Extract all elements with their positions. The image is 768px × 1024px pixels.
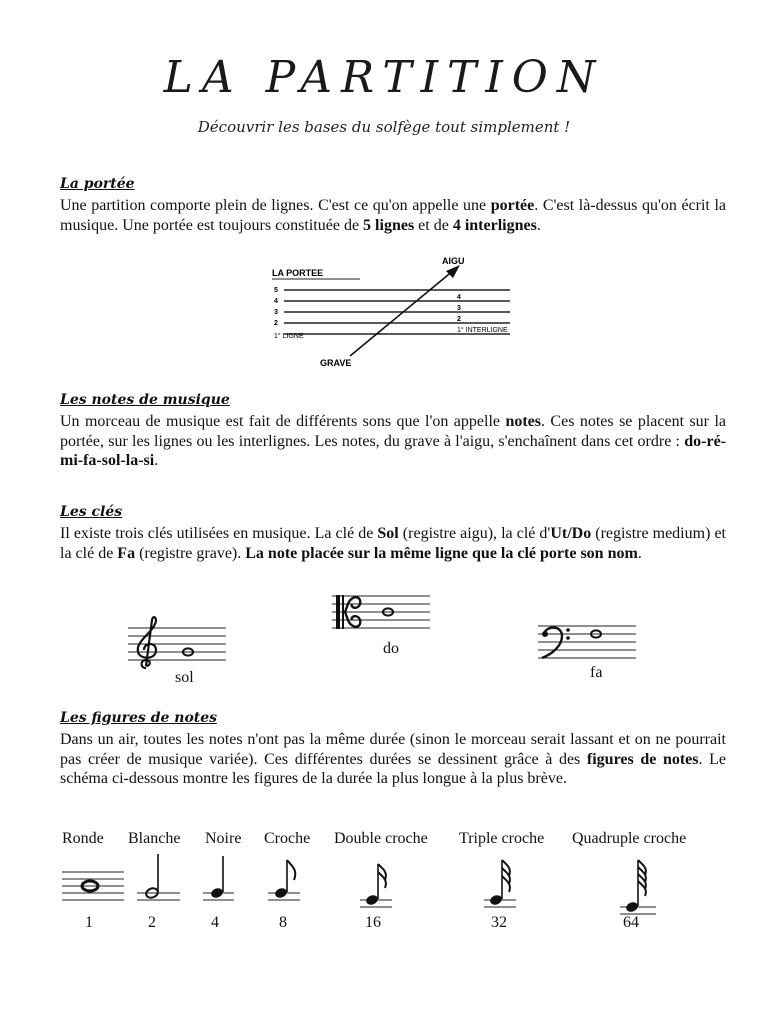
- clef-label-sol: sol: [175, 669, 194, 686]
- heading-figures: Les figures de notes: [60, 710, 218, 726]
- quarter-note-icon: [210, 856, 224, 899]
- half-note-icon: [145, 854, 159, 899]
- diagram-title: LA PORTEE: [272, 268, 324, 278]
- staff-diagram: [262, 252, 512, 374]
- treble-clef-figure: [126, 614, 230, 670]
- paragraph-cles: Il existe trois clés utilisées en musique. La clé de Sol (registre aigu), la clé d'Ut/Do (registre medium) et la clé de Fa (registre grave). La note placée sur la même ligne que la clé porte son nom.: [60, 525, 727, 562]
- label-aigu: AIGU: [442, 256, 465, 266]
- alto-clef-figure: [330, 590, 434, 638]
- duration-name-noire: Noire: [205, 830, 242, 847]
- duration-name-blanche: Blanche: [128, 830, 181, 847]
- duration-value-noire: 4: [211, 914, 219, 931]
- clef-label-do: do: [383, 640, 399, 657]
- note-durations-figure: [0, 850, 768, 916]
- duration-value-double-croche: 16: [365, 914, 381, 931]
- clef-label-fa: fa: [590, 664, 603, 681]
- duration-value-triple-croche: 32: [491, 914, 507, 931]
- page-title: LA PARTITION: [163, 52, 605, 103]
- line-number-4: 4: [274, 298, 278, 305]
- label-grave: GRAVE: [320, 358, 352, 368]
- heading-cles: Les clés: [60, 504, 123, 520]
- paragraph-portee: Une partition comporte plein de lignes. C'est ce qu'on appelle une portée. C'est là-dessus qu'on écrit la musique. Une portée est toujours constituée de 5 lignes et de 4 interlignes.: [60, 197, 726, 234]
- space-number-4: 4: [457, 294, 461, 301]
- section-figures: [60, 710, 726, 789]
- section-portee: [60, 176, 726, 235]
- thirty-second-note-icon: [489, 860, 510, 906]
- duration-name-triple-croche: Triple croche: [459, 830, 545, 847]
- duration-value-ronde: 1: [85, 914, 93, 931]
- section-cles: [60, 504, 726, 563]
- paragraph-figures: Dans un air, toutes les notes n'ont pas la même durée (sinon le morceau serait lassant et on ne pourrait pas créer de musique variée). Ces différentes durées se dessinent grâce à des figures de notes. Le schéma ci-dessous montre les figures de la durée la plus longue à la plus brève.: [60, 731, 726, 787]
- bass-clef-icon: [542, 628, 570, 658]
- space-number-3: 3: [457, 305, 461, 312]
- heading-notes: Les notes de musique: [60, 392, 230, 408]
- duration-name-croche: Croche: [264, 830, 311, 847]
- section-notes: [60, 392, 726, 471]
- duration-value-croche: 8: [279, 914, 287, 931]
- line-number-2: 2: [274, 320, 278, 327]
- page-subtitle: Découvrir les bases du solfège tout simplement !: [197, 118, 571, 136]
- heading-portee: La portée: [60, 176, 135, 192]
- duration-name-quadruple-croche: Quadruple croche: [572, 830, 687, 847]
- duration-name-double-croche: Double croche: [334, 830, 428, 847]
- duration-value-quadruple-croche: 64: [623, 914, 639, 931]
- duration-value-blanche: 2: [148, 914, 156, 931]
- line-number-3: 3: [274, 309, 278, 316]
- space-number-2: 2: [457, 316, 461, 323]
- duration-name-ronde: Ronde: [62, 830, 104, 847]
- paragraph-notes: Un morceau de musique est fait de différents sons que l'on appelle notes. Ces notes se placent sur la portée, sur les lignes ou les interlignes. Les notes, du grave à l'aigu, s'enchaînent dans cet ordre : do-ré-mi-fa-sol-la-si.: [60, 413, 726, 469]
- sixty-fourth-note-icon: [625, 860, 646, 913]
- line-number-5: 5: [274, 287, 278, 294]
- line-number-1: 1° LIGNE: [274, 333, 304, 340]
- bass-clef-figure: [536, 616, 640, 664]
- space-number-1: 1° INTERLIGNE: [457, 327, 508, 334]
